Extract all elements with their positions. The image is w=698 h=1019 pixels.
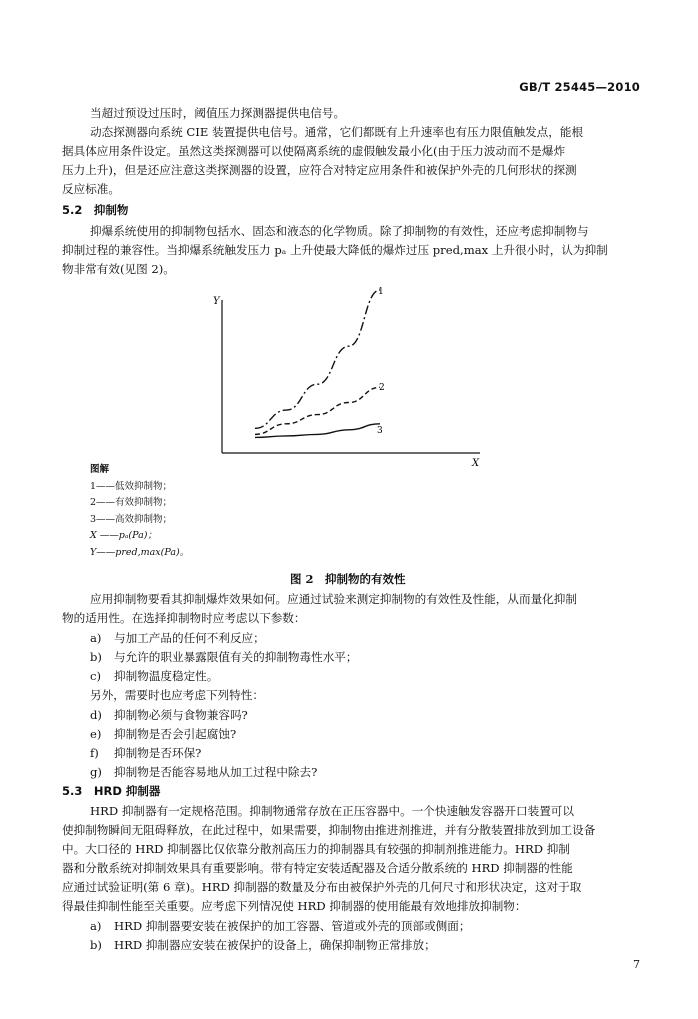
list-label: a)	[90, 631, 102, 645]
curve-series-3	[255, 424, 380, 438]
text-line: 物非常有效(见图 2)。	[62, 262, 175, 276]
section-heading-5-3: 5.3 HRD 抑制器	[62, 784, 161, 798]
x-axis-label: X	[472, 458, 480, 468]
figure-caption: 图 2 抑制物的有效性	[290, 572, 406, 586]
list-text: 抑制物是否能容易地从加工过程中除去?	[114, 765, 318, 779]
list-item	[90, 648, 357, 667]
text-line: 应用抑制物要看其抑制爆炸效果如何。应通过试验来测定抑制物的有效性及性能，从而量化抑制	[90, 592, 577, 606]
list-text: HRD 抑制器要安装在被保护的加工容器、管道或外壳的顶部或侧面；	[114, 919, 471, 933]
list-item	[90, 917, 470, 936]
curve-series-1	[255, 290, 380, 428]
text-line: 反应标准。	[62, 182, 120, 196]
text-line: 抑爆系统使用的抑制物包括水、固态和液态的化学物质。除了抑制物的有效性，还应考虑抑制物与	[90, 224, 589, 238]
list-label: d)	[90, 708, 102, 722]
y-axis-label: Y	[213, 296, 220, 307]
legend-item: 1——低效抑制物；	[90, 480, 173, 492]
list-label: c)	[90, 669, 102, 683]
legend-item: 2——有效抑制物；	[90, 497, 173, 508]
paragraph-threshold-detector: 当超过预设过压时，阈值压力探测器提供电信号。	[90, 106, 346, 120]
list-item	[90, 629, 265, 648]
text-line: 中。大口径的 HRD 抑制器比仅依靠分散剂高压力的抑制器具有较强的抑制剂推进能力。HRD 抑制	[62, 842, 570, 856]
text-line: 压力上升)，但是还应注意这类探测器的设置，应符合对特定应用条件和被保护外壳的几何形状的探测	[62, 163, 577, 177]
list-text: 与加工产品的任何不利反应；	[114, 631, 265, 645]
curve-label-3: 3	[377, 426, 383, 436]
list-text: 抑制物是否会引起腐蚀?	[114, 727, 237, 741]
list-text: HRD 抑制器应安装在被保护的设备上，确保抑制物正常排放；	[114, 938, 436, 952]
list-label: a)	[90, 919, 102, 933]
legend-item: 3——高效抑制物；	[90, 513, 173, 525]
standard-code: GB/T 25445—2010	[519, 80, 640, 94]
list-item	[90, 667, 218, 686]
text-line: HRD 抑制器有一定规格范围。抑制物通常存放在正压容器中。一个快速触发容器开口装置可以	[90, 804, 574, 818]
text-line: 物的适用性。在选择抑制物时应考虑以下参数：	[62, 611, 306, 625]
text-line: 得最佳抑制性能至关重要。应考虑下列情况使 HRD 抑制器的使用能最有效地排放抑制物：	[62, 899, 527, 913]
text-line: 抑制过程的兼容性。当抑爆系统触发压力 pₐ 上升使最大降低的爆炸过压 pred,max 上升很小时，认为抑制	[62, 243, 608, 257]
list-item	[90, 763, 317, 782]
section-heading-5-2: 5.2 抑制物	[62, 203, 129, 217]
paragraph-additional-properties: 另外，需要时也应考虑下列特性：	[90, 688, 264, 702]
list-label: b)	[90, 650, 102, 664]
list-label: e)	[90, 727, 102, 741]
figure-2-chart	[200, 282, 500, 468]
list-text: 抑制物必须与食物兼容吗?	[114, 708, 248, 722]
figure-legend	[90, 462, 189, 561]
legend-item: X ——pₐ(Pa)；	[90, 530, 157, 541]
page-number: 7	[633, 958, 640, 971]
list-text: 抑制物是否环保?	[114, 746, 202, 760]
legend-item: Y——pred,max(Pa)。	[90, 546, 190, 558]
text-line: 动态探测器向系统 CIE 装置提供电信号。通常，它们都既有上升速率也有压力限值触发点，能根	[90, 125, 584, 139]
text-line: 使抑制物瞬间无阻碍释放，在此过程中，如果需要，抑制物由推进剂推进，并有分散装置排放到加工设备	[62, 823, 596, 837]
list-item	[90, 936, 436, 955]
list-item	[90, 725, 236, 744]
legend-title: 图解	[90, 464, 110, 475]
text-line: 应通过试验证明(第 6 章)。HRD 抑制器的数量及分布由被保护外壳的几何尺寸和形状决定，这对于取	[62, 880, 582, 894]
text-line: 器和分散系统对抑制效果具有重要影响。带有特定安装适配器及合适分散系统的 HRD 抑制器的性能	[62, 861, 573, 875]
list-text: 与允许的职业暴露限值有关的抑制物毒性水平；	[114, 650, 358, 664]
list-item	[90, 706, 248, 725]
list-text: 抑制物温度稳定性。	[114, 669, 219, 683]
list-item	[90, 744, 201, 763]
list-label: b)	[90, 938, 102, 952]
list-label: f)	[90, 746, 99, 760]
curve-label-1: 1	[378, 287, 384, 297]
list-label: g)	[90, 765, 102, 779]
text-line: 据具体应用条件设定。虽然这类探测器可以使隔离系统的虚假触发最小化(由于压力波动而不是爆炸	[62, 144, 566, 158]
curve-label-2: 2	[379, 383, 385, 393]
